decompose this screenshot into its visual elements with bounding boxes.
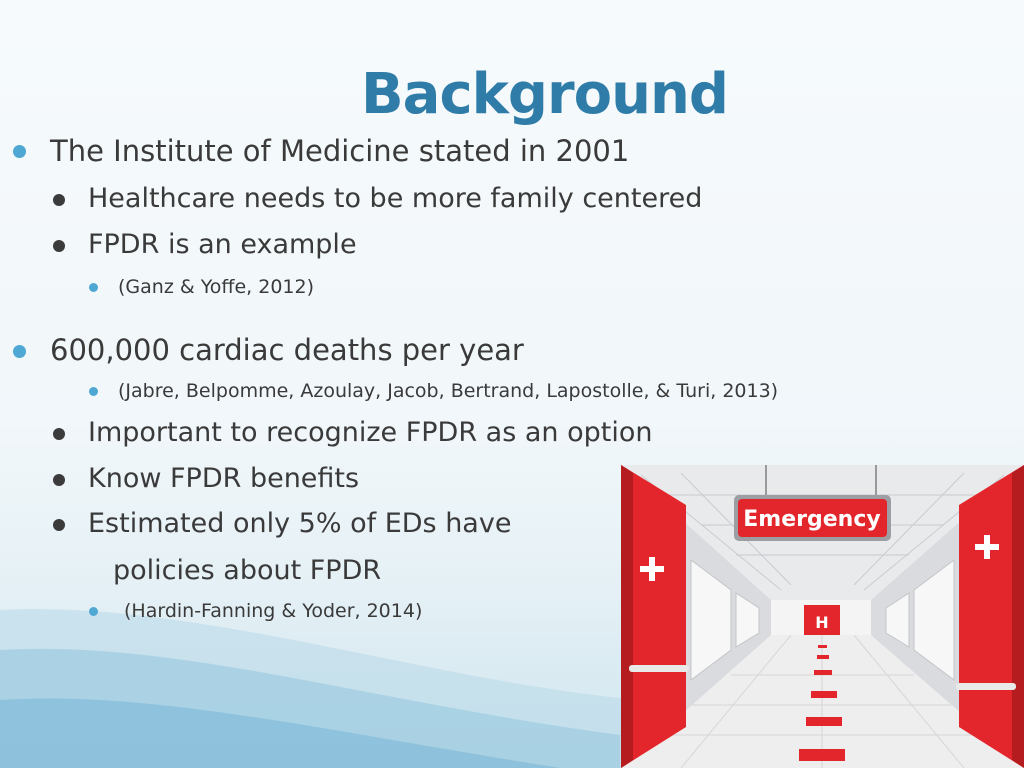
bullet-marker xyxy=(13,145,26,158)
bullet-text: Estimated only 5% of EDs have xyxy=(88,508,512,539)
slide-title: Background xyxy=(361,62,728,127)
bullet-text: 600,000 cardiac deaths per year xyxy=(50,333,524,367)
citation-text: (Jabre, Belpomme, Azoulay, Jacob, Bertrand, Lapostolle, & Turi, 2013) xyxy=(118,380,779,402)
bullet-text-continuation: policies about FPDR xyxy=(113,555,382,586)
bullet-marker xyxy=(89,387,98,396)
citation-text: (Hardin-Fanning & Yoder, 2014) xyxy=(124,600,423,622)
svg-text:H: H xyxy=(815,613,829,632)
bullet-marker xyxy=(53,474,65,486)
bullet-marker xyxy=(53,240,65,252)
bullet-text: The Institute of Medicine stated in 2001 xyxy=(50,134,630,168)
bullet-marker xyxy=(53,194,65,206)
bullet-text: FPDR is an example xyxy=(88,229,357,260)
bullet-marker xyxy=(89,607,98,616)
bullet-marker xyxy=(13,345,26,358)
emergency-corridor-image xyxy=(621,465,1024,768)
citation-text: (Ganz & Yoffe, 2012) xyxy=(118,276,315,298)
bullet-text: Important to recognize FPDR as an option xyxy=(88,417,653,448)
bullet-text: Healthcare needs to be more family centered xyxy=(88,183,703,214)
bullet-marker xyxy=(53,519,65,531)
bullet-text: Know FPDR benefits xyxy=(88,463,360,494)
bullet-marker xyxy=(53,428,65,440)
emergency-sign-text: Emergency xyxy=(743,507,881,532)
bullet-marker xyxy=(89,283,98,292)
